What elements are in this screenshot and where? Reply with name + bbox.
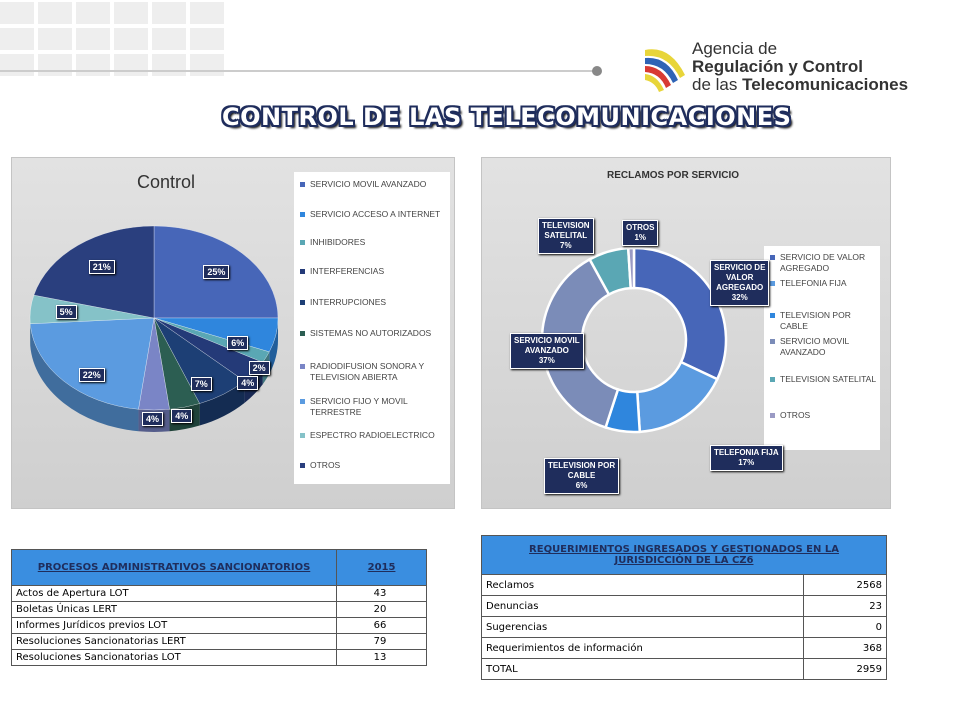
- control-chart-legend: [294, 172, 450, 484]
- grid-cell: [190, 54, 224, 76]
- page-title: CONTROL DE LAS TELECOMUNICACIONES: [222, 103, 792, 131]
- grid-cell: [38, 28, 72, 50]
- control-data-label: 22%: [79, 368, 105, 382]
- control-chart: [11, 157, 455, 509]
- header-divider-dot: [592, 66, 602, 76]
- legend-swatch: [770, 413, 775, 418]
- requirement-count-cell: 368: [804, 638, 887, 659]
- grid-cell: [190, 2, 224, 24]
- legend-label: SERVICIO DE VALOR AGREGADO: [780, 252, 866, 273]
- reclamos-data-label: SERVICIO DE VALOR AGREGADO 32%: [710, 260, 769, 306]
- legend-swatch: [770, 281, 775, 286]
- legend-swatch: [300, 463, 305, 468]
- legend-label: SERVICIO MOVIL AVANZADO: [310, 179, 427, 189]
- control-data-label: 4%: [237, 376, 258, 390]
- legend-label: OTROS: [310, 460, 341, 470]
- logo-line-2: Regulación y Control: [692, 57, 863, 76]
- grid-cell: [152, 28, 186, 50]
- legend-swatch: [300, 331, 305, 336]
- legend-label: SERVICIO ACCESO A INTERNET: [310, 209, 441, 219]
- grid-cell: [190, 28, 224, 50]
- grid-cell: [38, 54, 72, 76]
- control-data-label: 21%: [89, 260, 115, 274]
- procesos-header-title: PROCESOS ADMINISTRATIVOS SANCIONATORIOS: [12, 550, 337, 586]
- legend-label: SERVICIO MOVIL AVANZADO: [780, 336, 849, 357]
- legend-label: ESPECTRO RADIOELECTRICO: [310, 430, 435, 440]
- legend-label: TELEVISION SATELITAL: [780, 374, 877, 384]
- grid-cell: [0, 54, 34, 76]
- control-data-label: 4%: [142, 412, 163, 426]
- procesos-header-row: [12, 550, 427, 586]
- reclamos-chart: [481, 157, 891, 509]
- control-data-label: 4%: [171, 409, 192, 423]
- control-data-label: 2%: [249, 361, 270, 375]
- table-row: [12, 586, 427, 602]
- grid-cell: [0, 2, 34, 24]
- table-row: [12, 634, 427, 650]
- process-name-cell: Resoluciones Sancionatorias LOT: [12, 650, 337, 666]
- legend-swatch: [300, 300, 305, 305]
- process-name-cell: Resoluciones Sancionatorias LERT: [12, 634, 337, 650]
- requirement-name-cell: TOTAL: [482, 659, 804, 680]
- process-name-cell: Boletas Únicas LERT: [12, 602, 337, 618]
- legend-label: SISTEMAS NO AUTORIZADOS: [310, 328, 432, 338]
- legend-swatch: [770, 377, 775, 382]
- process-name-cell: Actos de Apertura LOT: [12, 586, 337, 602]
- logo-line-3a: de las: [692, 75, 743, 94]
- control-data-label: 25%: [203, 265, 229, 279]
- control-slice: [30, 318, 154, 409]
- grid-cell: [76, 2, 110, 24]
- reclamos-chart-title: RECLAMOS POR SERVICIO: [607, 170, 740, 181]
- table-row: [12, 602, 427, 618]
- table-row: [12, 618, 427, 634]
- process-name-cell: Informes Jurídicos previos LOT: [12, 618, 337, 634]
- reclamos-data-label: OTROS 1%: [622, 220, 658, 246]
- legend-label: TELEVISION POR CABLE: [780, 310, 851, 331]
- legend-label: OTROS: [780, 410, 811, 420]
- table-row: [482, 596, 887, 617]
- agency-logo-text: [692, 40, 908, 94]
- legend-label: RADIODIFUSION SONORA Y TELEVISION ABIERTA: [310, 361, 424, 382]
- procesos-table: [11, 549, 427, 666]
- legend-swatch: [770, 339, 775, 344]
- process-count-cell: 13: [337, 650, 427, 666]
- legend-swatch: [300, 433, 305, 438]
- table-row: [482, 575, 887, 596]
- process-count-cell: 79: [337, 634, 427, 650]
- background-grid-decoration: [0, 0, 240, 80]
- legend-swatch: [300, 240, 305, 245]
- control-chart-title: Control: [137, 172, 196, 192]
- control-data-label: 7%: [191, 377, 212, 391]
- table-row: [482, 659, 887, 680]
- requirement-count-cell: 2568: [804, 575, 887, 596]
- requerimientos-header: REQUERIMIENTOS INGRESADOS Y GESTIONADOS EN LA JURISDICCIÓN DE LA CZ6: [482, 536, 887, 575]
- grid-cell: [114, 28, 148, 50]
- logo-line-3b: Telecomunicaciones: [742, 75, 909, 94]
- legend-swatch: [300, 364, 305, 369]
- legend-label: INTERRUPCIONES: [310, 297, 387, 307]
- header-divider-line: [0, 70, 598, 72]
- legend-swatch: [770, 313, 775, 318]
- requirement-name-cell: Denuncias: [482, 596, 804, 617]
- requerimientos-header-row: [482, 536, 887, 575]
- reclamos-data-label: TELEVISION SATELITAL 7%: [538, 218, 594, 254]
- grid-cell: [76, 54, 110, 76]
- grid-cell: [76, 28, 110, 50]
- grid-cell: [152, 2, 186, 24]
- legend-label: INTERFERENCIAS: [310, 266, 385, 276]
- requirement-name-cell: Requerimientos de información: [482, 638, 804, 659]
- legend-swatch: [300, 182, 305, 187]
- requirement-count-cell: 0: [804, 617, 887, 638]
- legend-label: SERVICIO FIJO Y MOVIL TERRESTRE: [310, 396, 408, 417]
- requirement-name-cell: Reclamos: [482, 575, 804, 596]
- process-count-cell: 43: [337, 586, 427, 602]
- table-row: [482, 638, 887, 659]
- control-data-label: 6%: [227, 336, 248, 350]
- requirement-count-cell: 2959: [804, 659, 887, 680]
- grid-cell: [0, 28, 34, 50]
- grid-cell: [114, 2, 148, 24]
- process-count-cell: 66: [337, 618, 427, 634]
- reclamos-data-label: TELEVISION POR CABLE 6%: [544, 458, 619, 494]
- logo-line-1: Agencia de: [692, 39, 778, 58]
- reclamos-slice: [637, 362, 717, 432]
- reclamos-chart-legend: [764, 246, 880, 450]
- legend-swatch: [300, 269, 305, 274]
- requirement-name-cell: Sugerencias: [482, 617, 804, 638]
- grid-cell: [114, 54, 148, 76]
- control-pie: [12, 158, 292, 508]
- requerimientos-table: [481, 535, 887, 680]
- procesos-header-year: 2015: [337, 550, 427, 586]
- table-row: [482, 617, 887, 638]
- control-data-label: 5%: [56, 305, 77, 319]
- table-row: [12, 650, 427, 666]
- reclamos-data-label: TELEFONIA FIJA 17%: [710, 445, 783, 471]
- grid-cell: [152, 54, 186, 76]
- arcotel-logo-icon: [640, 40, 700, 100]
- process-count-cell: 20: [337, 602, 427, 618]
- legend-swatch: [770, 255, 775, 260]
- requirement-count-cell: 23: [804, 596, 887, 617]
- legend-swatch: [300, 212, 305, 217]
- legend-label: INHIBIDORES: [310, 237, 366, 247]
- reclamos-data-label: SERVICIO MOVIL AVANZADO 37%: [510, 333, 584, 369]
- legend-label: TELEFONIA FIJA: [780, 278, 847, 288]
- legend-swatch: [300, 399, 305, 404]
- grid-cell: [38, 2, 72, 24]
